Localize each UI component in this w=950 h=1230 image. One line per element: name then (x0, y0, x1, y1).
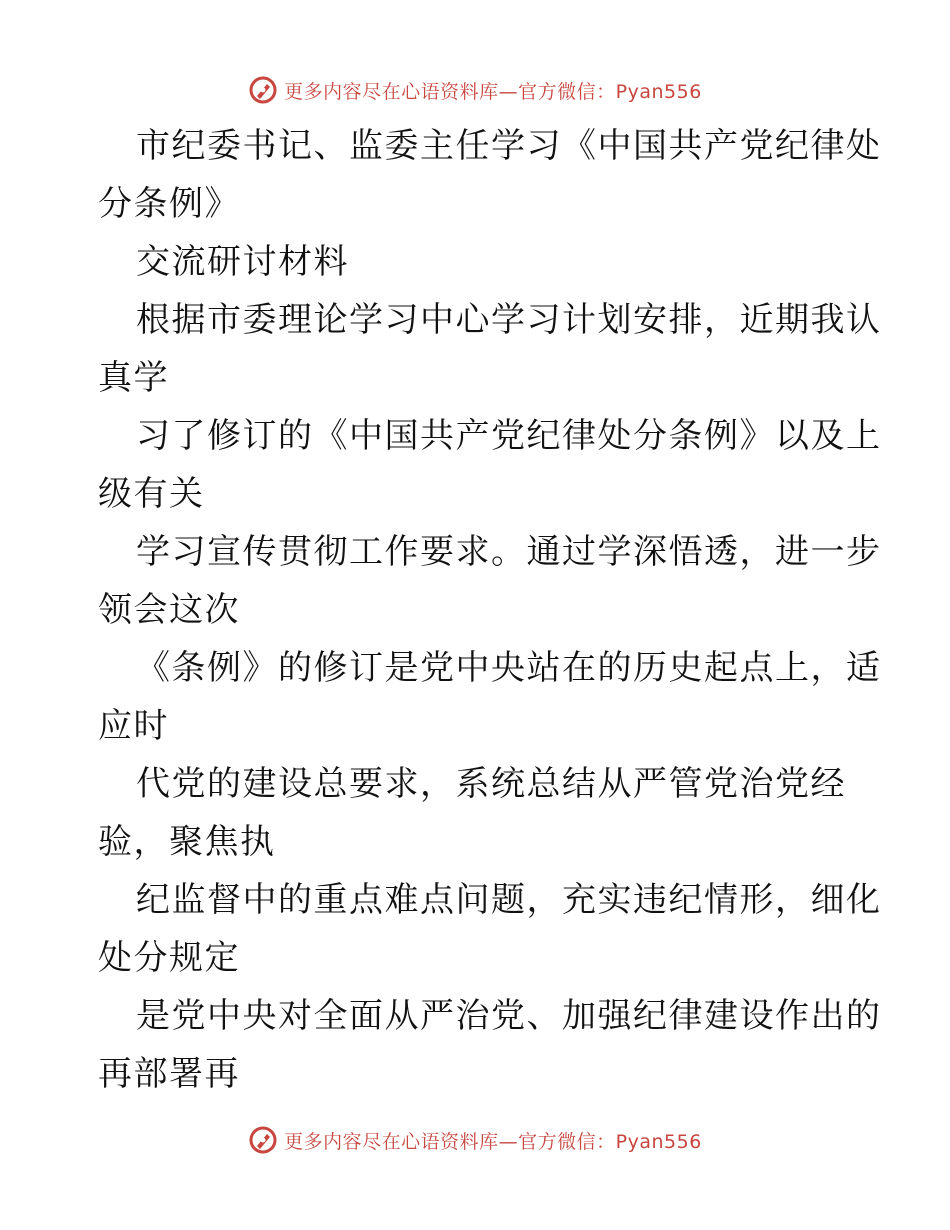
text-line: 验，聚焦执 (98, 822, 276, 862)
text-line: 纪监督中的重点难点问题，充实违纪情形，细化 (136, 880, 882, 920)
text-line: 《条例》的修订是党中央站在的历史起点上，适 (136, 648, 882, 688)
header-watermark (0, 70, 950, 110)
text-line: 处分规定 (98, 938, 240, 978)
text-line: 代党的建设总要求，系统总结从严管党治党经 (136, 764, 846, 804)
text-line: 真学 (98, 358, 169, 398)
text-line: 根据市委理论学习中心学习计划安排，近期我认 (136, 300, 882, 340)
document-body (98, 117, 882, 1103)
text-line: 习了修订的《中国共产党纪律处分条例》以及上 (136, 416, 882, 456)
text-line: 是党中央对全面从严治党、加强纪律建设作出的 (136, 996, 882, 1036)
pen-logo-icon (248, 1125, 278, 1155)
text-line: 交流研讨材料 (136, 242, 349, 282)
text-line: 领会这次 (98, 590, 240, 630)
text-line: 再部署再 (98, 1054, 240, 1094)
text-line: 级有关 (98, 474, 205, 514)
header-watermark-text: 更多内容尽在心语资料库—官方微信：Pyan556 (284, 80, 702, 103)
text-line: 分条例》 (98, 184, 240, 224)
text-line: 应时 (98, 706, 169, 746)
text-line: 学习宣传贯彻工作要求。通过学深悟透，进一步 (136, 532, 882, 572)
pen-logo-icon (248, 75, 278, 105)
footer-watermark (0, 1120, 950, 1160)
footer-watermark-text: 更多内容尽在心语资料库—官方微信：Pyan556 (284, 1130, 702, 1153)
text-line: 市纪委书记、监委主任学习《中国共产党纪律处 (136, 126, 882, 166)
